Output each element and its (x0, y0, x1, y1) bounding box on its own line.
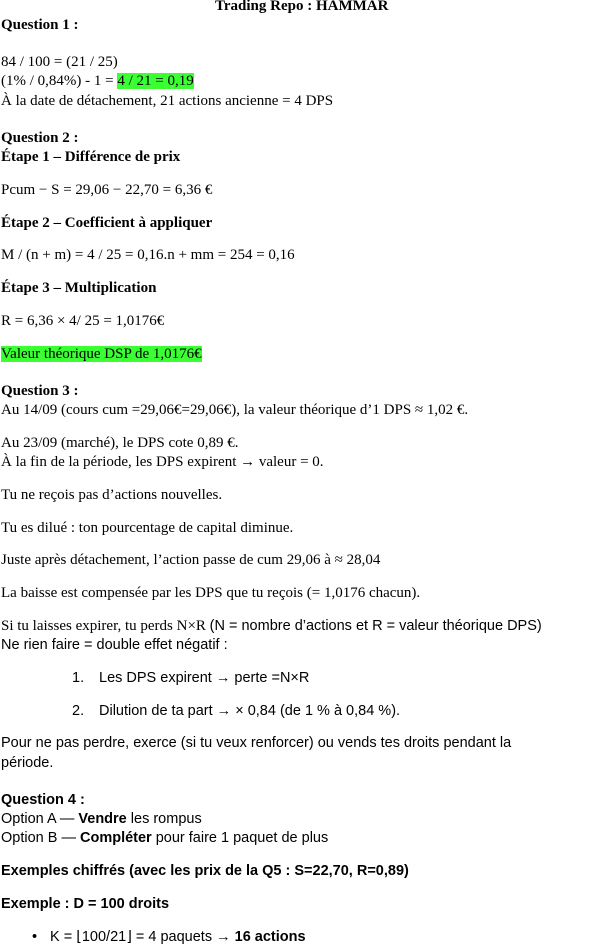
q3-line-8: Si tu laisses expirer, tu perds N×R (N = nombre d’actions et R = valeur théorique DPS) (1, 618, 542, 634)
q2-step-2-line: M / (n + m) = 4 / 25 = 0,16.n + mm = 254 = 0,16 (1, 247, 295, 263)
q3-line-4: Tu ne reçois pas d’actions nouvelles. (1, 487, 223, 503)
q4-option-a: Option A — Vendre les rompus (1, 811, 202, 827)
q4-example-d-heading: Exemple : D = 100 droits (1, 896, 170, 912)
question-2-heading: Question 2 : (1, 130, 79, 146)
q2-step-3-line: R = 6,36 × 4/ 25 = 1,0176€ (1, 313, 165, 329)
q1-line-1: 84 / 100 = (21 / 25) (1, 54, 118, 70)
q2-step-2-heading: Étape 2 – Coefficient à appliquer (1, 215, 213, 231)
q3-line-9: Ne rien faire = double effet négatif : (1, 637, 228, 653)
question-1-heading: Question 1 : (1, 17, 79, 33)
q3-line-3: À la fin de la période, les DPS expirent → valeur = 0. (1, 454, 324, 470)
q4-bullet-item: • K = ⌊100/21⌋ = 4 paquets → 16 actions (32, 929, 306, 945)
q2-result (1, 345, 202, 363)
question-4-heading: Question 4 : (1, 792, 85, 808)
document-title: Trading Repo : HAMMAR (215, 0, 389, 14)
q3-list-item: 2. Dilution de ta part → × 0,84 (de 1 % à 0,84 %). (72, 703, 401, 719)
q3-line-7: La baisse est compensée par les DPS que tu reçois (= 1,0176 chacun). (1, 585, 421, 601)
q1-line-2: (1% / 0,84%) - 1 = 4 / 21 = 0,19 (1, 73, 194, 89)
q1-highlight: 4 / 21 = 0,19 (117, 73, 194, 89)
q2-result-highlight: Valeur théorique DSP de 1,0176€ (1, 346, 202, 362)
question-3-heading: Question 3 : (1, 383, 79, 399)
q3-conclusion-line-1: Pour ne pas perdre, exerce (si tu veux renforcer) ou vends tes droits pendant la (1, 735, 512, 751)
q3-line-1: Au 14/09 (cours cum =29,06€=29,06€), la valeur théorique d’1 DPS ≈ 1,02 €. (1, 402, 469, 418)
q3-list-item: 1. Les DPS expirent → perte =N×R (72, 670, 310, 686)
q4-option-b: Option B — Compléter pour faire 1 paquet de plus (1, 830, 329, 846)
q2-step-3-heading: Étape 3 – Multiplication (1, 280, 157, 296)
q3-line-5: Tu es dilué : ton pourcentage de capital diminue. (1, 520, 294, 536)
q3-conclusion-line-2: période. (1, 755, 54, 771)
q3-line-6: Juste après détachement, l’action passe de cum 29,06 à ≈ 28,04 (1, 552, 381, 568)
q1-line-3: À la date de détachement, 21 actions ancienne = 4 DPS (1, 93, 334, 109)
q4-examples-heading: Exemples chiffrés (avec les prix de la Q5 : S=22,70, R=0,89) (1, 863, 409, 879)
q3-line-2: Au 23/09 (marché), le DPS cote 0,89 €. (1, 435, 239, 451)
q2-step-1-heading: Étape 1 – Différence de prix (1, 149, 181, 165)
q2-step-1-line: Pcum − S = 29,06 − 22,70 = 6,36 € (1, 182, 213, 198)
bullet-icon: • (32, 929, 38, 945)
